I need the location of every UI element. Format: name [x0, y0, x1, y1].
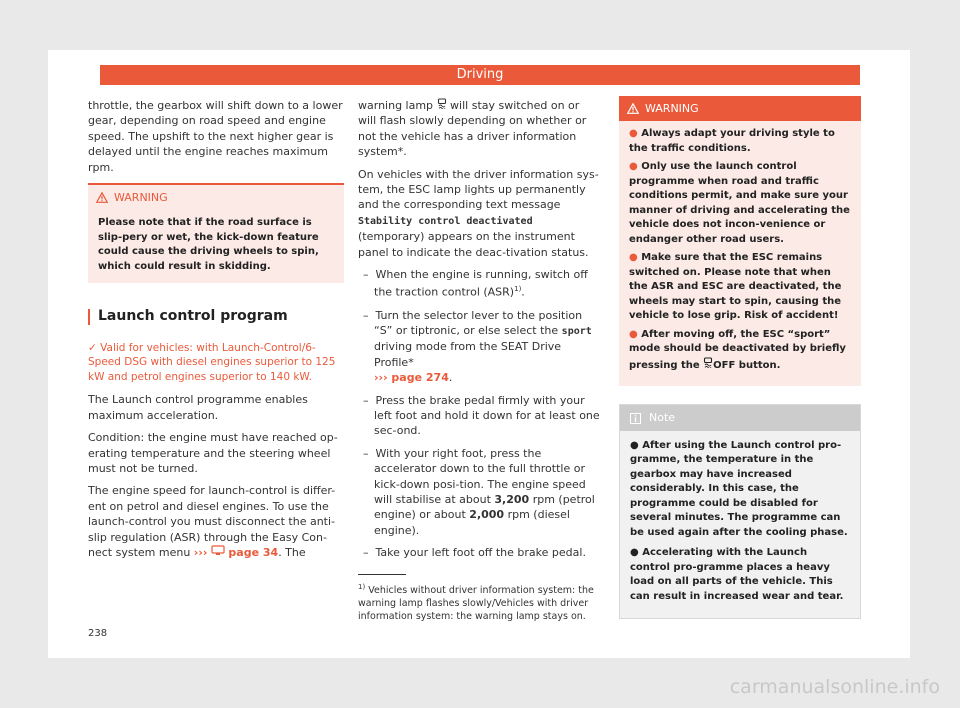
- dash: –: [363, 268, 369, 282]
- footnote-ref: 1): [514, 285, 522, 294]
- footnote-mark: 1): [358, 583, 366, 591]
- list-item: [358, 267, 600, 300]
- off-label: OFF: [713, 359, 736, 371]
- paragraph: [358, 167, 600, 260]
- warning-header: [88, 185, 344, 210]
- bullet: ●: [629, 128, 638, 140]
- ref-arrow: ›››: [193, 546, 208, 559]
- warning-item: [629, 251, 851, 324]
- item-text: driving mode from the SEAT Drive Profile*: [374, 340, 562, 369]
- paragraph-text: (temporary) appears on the instrument panel to indicate the deac-tivation status.: [358, 230, 589, 259]
- paragraph: Condition: the engine must have reached op-erating temperature and the steering wheel must not be turned.: [88, 431, 338, 475]
- note-item: [630, 439, 850, 541]
- warning-triangle-icon: [96, 192, 108, 203]
- column-right: [619, 96, 861, 619]
- footnote-text: Vehicles without driver information system: the warning lamp flashes slowly/Vehicles with driver information system: the warning lamp stays on.: [358, 585, 594, 623]
- paragraph: [88, 483, 344, 560]
- warning-item: [629, 160, 851, 247]
- list-item: [358, 446, 600, 538]
- warning-item-text: Only use the launch control programme when road and traffic conditions permit, and make sure your manner of driving and accelerating the vehicle does not incon-venience or endanger other road users.: [629, 161, 850, 245]
- note-box: [619, 404, 861, 619]
- list-item: [358, 393, 600, 439]
- warning-box: [619, 96, 861, 386]
- rpm-value: 2,000: [469, 508, 505, 522]
- footnote-rule: [358, 574, 406, 575]
- item-text: With your right foot, press the accelerator down to the full throttle or kick-down posi-tion. The engine speed will stabilise at about: [374, 446, 586, 506]
- paragraph-text: On vehicles with the driver information sys-tem, the ESC lamp lights up permanently and the corresponding text message: [358, 167, 599, 212]
- warning-header: [619, 96, 861, 121]
- warning-item: [629, 127, 851, 156]
- esc-lamp-icon: [437, 98, 447, 109]
- warning-text: Please note that if the road surface is slip-pery or wet, the kick-down feature could cause the driving wheels to spin, which could result in skidding.: [98, 217, 319, 272]
- dash: –: [363, 546, 369, 560]
- warning-item: [629, 328, 851, 374]
- item-text: When the engine is running, switch off the traction control (ASR): [374, 268, 588, 300]
- list-item: [358, 308, 600, 386]
- page-link[interactable]: page 34: [228, 546, 279, 559]
- rpm-value: 3,200: [494, 493, 530, 506]
- note-header: [620, 405, 860, 430]
- validity-note: [88, 341, 344, 385]
- column-middle: [358, 98, 600, 568]
- warning-title: WARNING: [114, 191, 168, 205]
- item-text: rpm (petrol engine) or about: [374, 493, 595, 522]
- section-header: Driving: [100, 65, 860, 85]
- bullet: ●: [629, 328, 638, 340]
- warning-item-text: button.: [738, 359, 781, 371]
- paragraph: The Launch control programme enables maximum acceleration.: [88, 393, 308, 422]
- warning-list: [619, 121, 861, 386]
- item-text: rpm (diesel engine).: [374, 508, 570, 537]
- paragraph-text: will stay switched on or will flash slowly depending on whether or not the vehicle has a driver information system*.: [358, 99, 587, 159]
- note-item: [630, 546, 850, 604]
- note-item-text: After using the Launch control pro-gramme, the temperature in the gearbox may have increased considerably. In this case, the programme could be disabled for several minutes. The programme can be used again after the cooling phase.: [630, 439, 848, 538]
- warning-triangle-icon: [627, 103, 639, 114]
- warning-item-text: Make sure that the ESC remains switched on. Please note that when the ASR and ESC are deactivated, the wheels may start to spin, causing the vehicle to lose grip. Risk of accident!: [629, 252, 842, 322]
- column-left: [88, 98, 344, 567]
- dash: –: [363, 393, 369, 407]
- footnote: [358, 574, 600, 623]
- warning-title: WARNING: [645, 102, 699, 115]
- note-title: Note: [649, 411, 676, 425]
- bullet: ●: [630, 547, 639, 559]
- touchscreen-icon: [211, 545, 225, 556]
- item-end: .: [448, 371, 453, 385]
- bullet: ●: [629, 252, 638, 264]
- info-icon: [630, 413, 641, 424]
- dash: –: [363, 446, 369, 460]
- esc-lamp-icon: [703, 357, 713, 368]
- section-heading: Launch control program: [88, 309, 344, 324]
- paragraph: throttle, the gearbox will shift down to a lower gear, depending on road speed and engine speed. The upshift to the next higher gear is delayed until the engine reaches maximum rpm.: [88, 99, 343, 174]
- list-item: [358, 545, 600, 560]
- warning-box: [88, 183, 344, 283]
- item-text: Take your left foot off the brake pedal.: [375, 546, 586, 560]
- item-text: Press the brake pedal firmly with your left foot and hold it down for at least one sec-ond.: [374, 393, 600, 438]
- warning-item-text: After moving off, the ESC “sport” mode should be deactivated by briefly pressing the: [629, 328, 846, 371]
- display-message: Stability control deactivated: [358, 215, 533, 227]
- page-number: 238: [88, 628, 108, 639]
- dash: –: [363, 308, 369, 322]
- bullet: ●: [629, 161, 638, 173]
- check-icon: ✓: [88, 341, 97, 354]
- watermark: carmanualsonline.info: [729, 676, 940, 698]
- item-end: .: [521, 286, 525, 300]
- paragraph-text: The engine speed for launch-control is differ-ent on petrol and diesel engines. To use the launch-control you must disconnect the anti-slip regulation (ASR) through the Easy Con-nect system menu: [88, 484, 336, 559]
- page-link[interactable]: ››› page 274: [374, 371, 449, 385]
- warning-item-text: Always adapt your driving style to the traffic conditions.: [629, 128, 835, 154]
- paragraph: [358, 98, 600, 160]
- note-item-text: Accelerating with the Launch control pro-gramme places a heavy load on all parts of the vehicle. This can result in increased wear and tear.: [630, 547, 844, 602]
- validity-text: Valid for vehicles: with Launch-Control/6-Speed DSG with diesel engines superior to 125 kW and petrol engines superior to 140 kW.: [88, 341, 336, 383]
- paragraph-text: warning lamp: [358, 99, 434, 112]
- mode-name: sport: [561, 325, 592, 337]
- bullet: ●: [630, 439, 639, 451]
- paragraph-end: . The: [278, 546, 306, 559]
- note-list: [620, 431, 860, 619]
- item-text: Turn the selector lever to the position “S” or tiptronic, or else select the: [374, 308, 583, 337]
